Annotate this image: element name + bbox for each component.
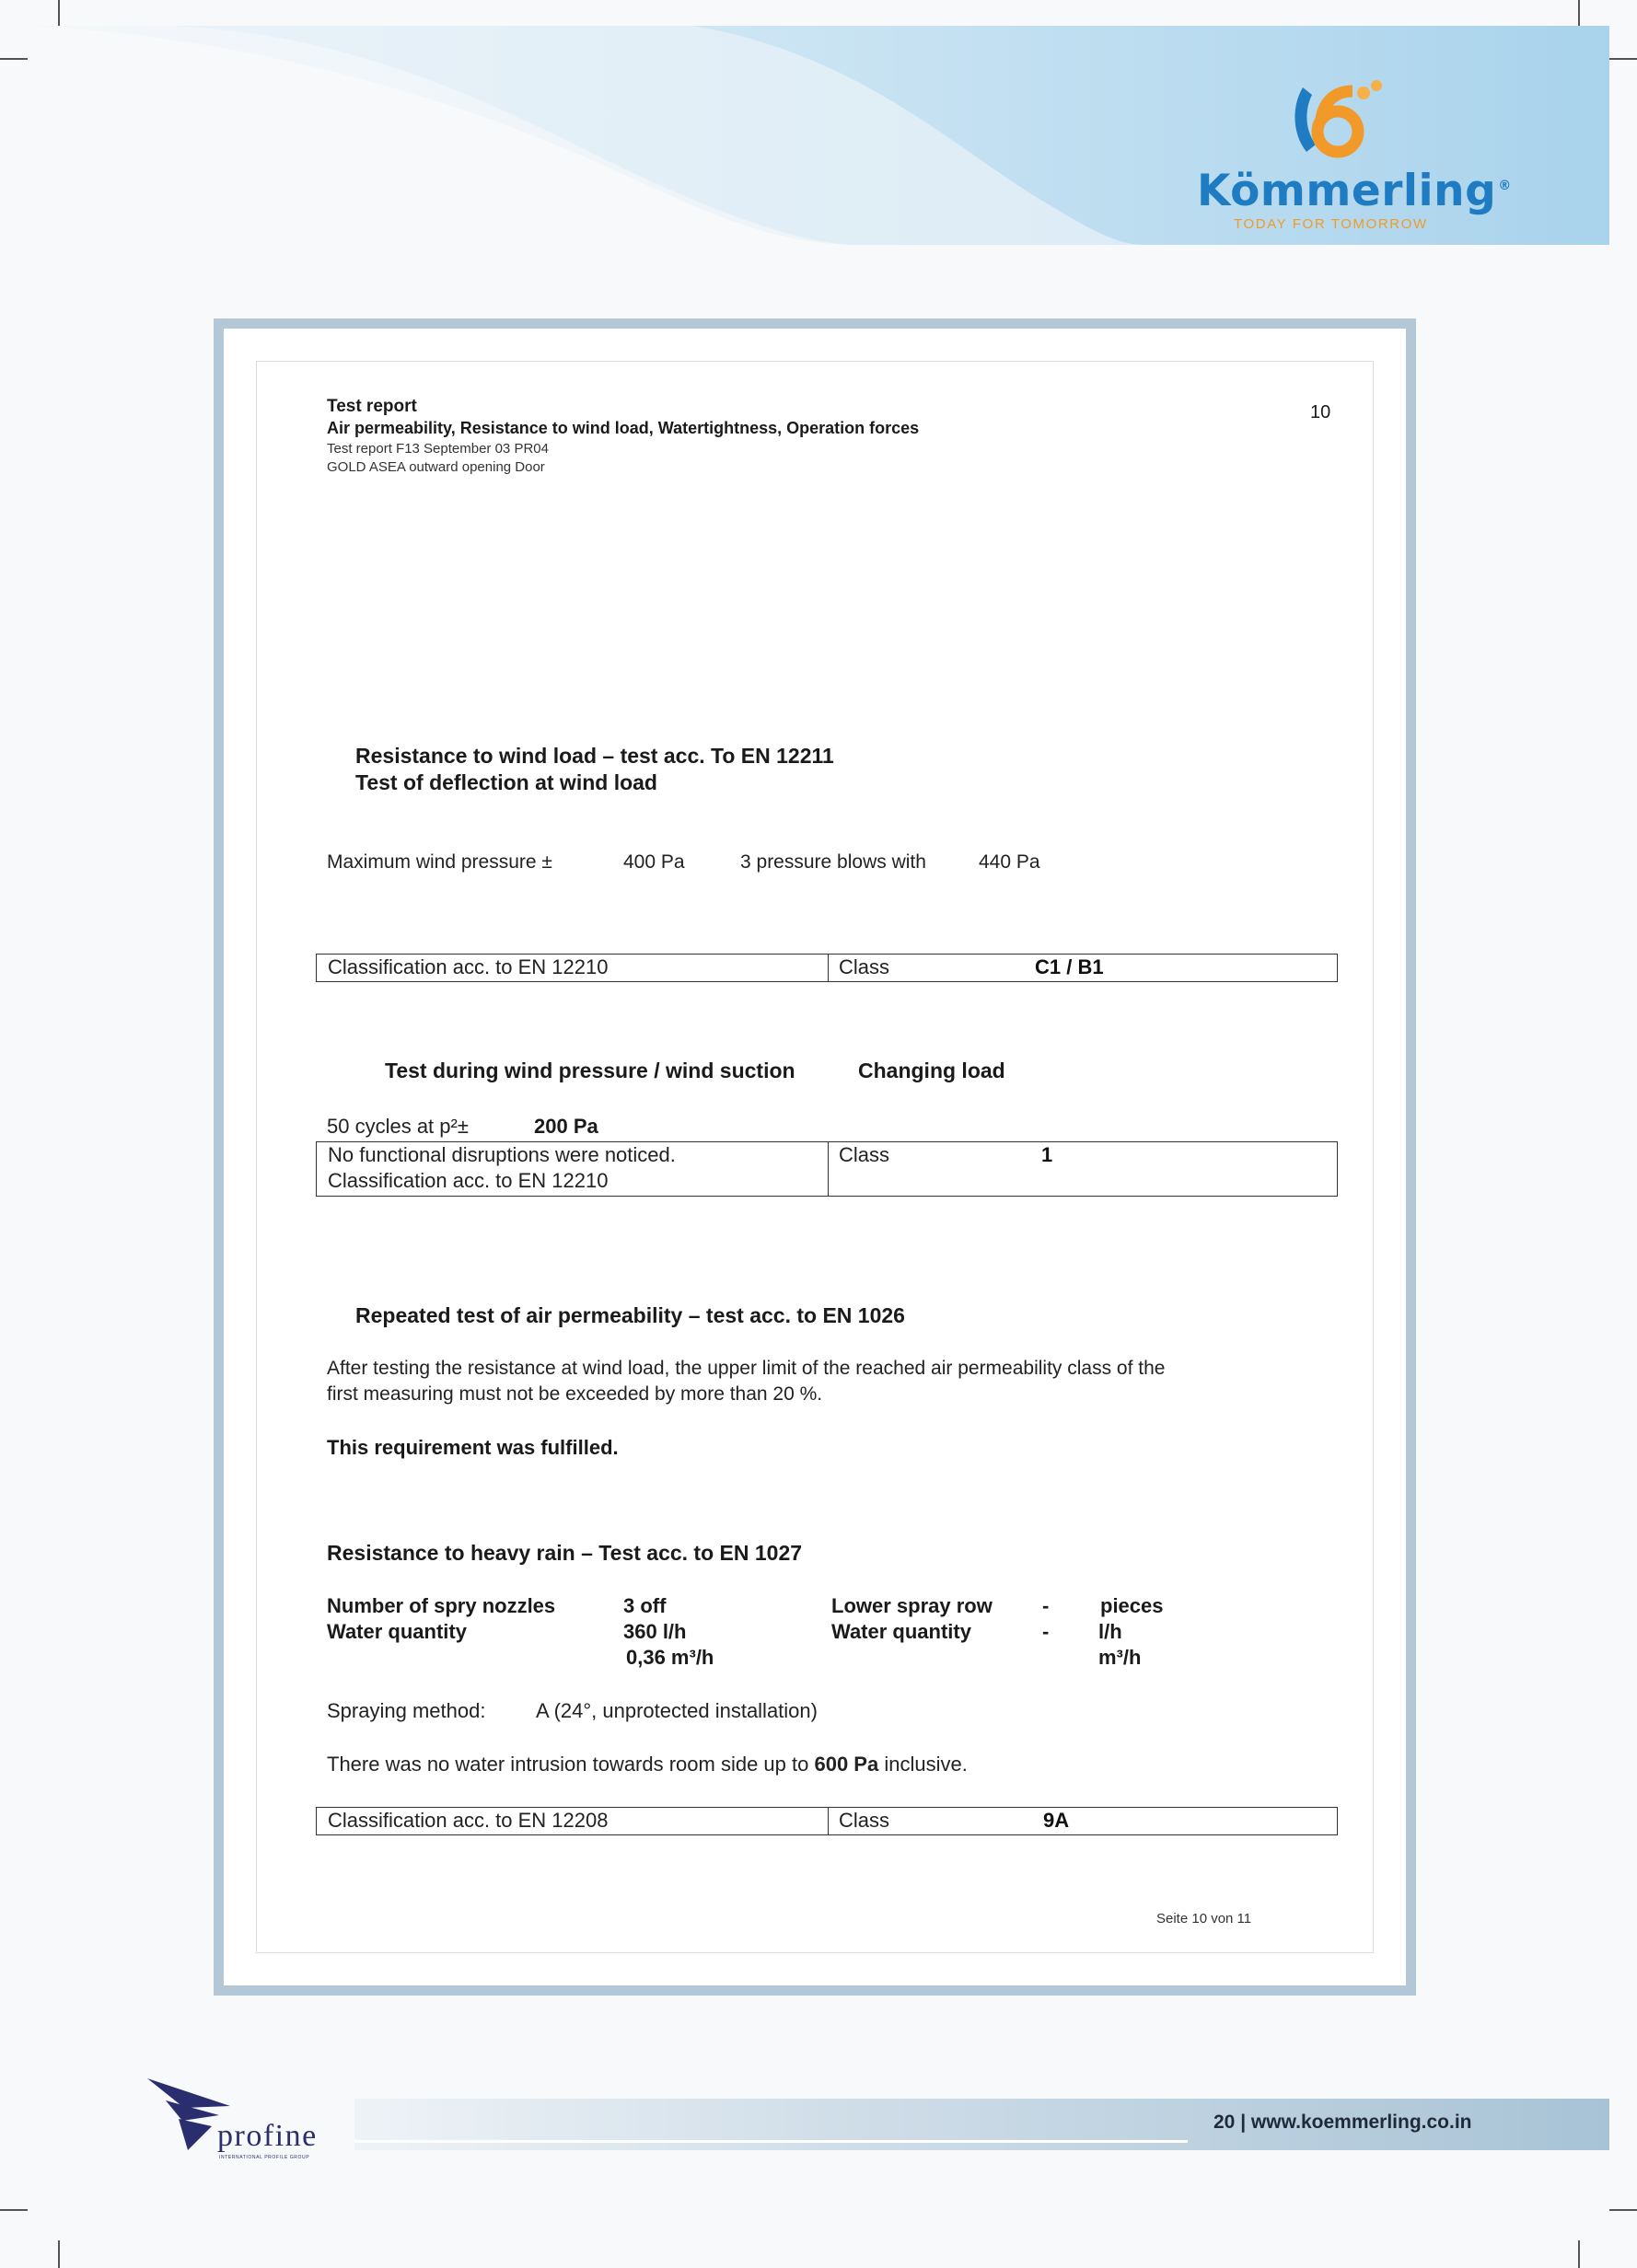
intrusion-pressure: 600 Pa bbox=[814, 1753, 879, 1776]
crop-mark bbox=[58, 2240, 60, 2268]
lower-spray-label: Lower spray row bbox=[831, 1594, 993, 1617]
page-footer-count: Seite 10 von 11 bbox=[1156, 1911, 1252, 1927]
wind-section-subtitle: Test of deflection at wind load bbox=[355, 770, 657, 794]
water-quantity-label: Water quantity bbox=[327, 1620, 467, 1643]
crop-mark bbox=[1578, 2240, 1580, 2268]
cell-divider bbox=[828, 955, 829, 981]
water-intrusion-text bbox=[327, 1753, 968, 1776]
lower-spray-unit: pieces bbox=[1100, 1594, 1164, 1617]
profine-tagline: INTERNATIONAL PROFILE GROUP bbox=[219, 2155, 310, 2160]
crop-mark bbox=[1609, 58, 1637, 60]
class-label: Class bbox=[839, 955, 890, 978]
cycles-result-text: No functional disruptions were noticed. bbox=[328, 1143, 676, 1166]
class-value: 1 bbox=[1041, 1143, 1053, 1166]
nozzles-label: Number of spry nozzles bbox=[327, 1594, 556, 1617]
water-quantity-unit: l/h bbox=[1098, 1620, 1122, 1643]
class-value: C1 / B1 bbox=[1035, 955, 1104, 978]
brand-tagline: TODAY FOR TOMORROW bbox=[1234, 216, 1428, 232]
pressure-blows-value: 440 Pa bbox=[979, 851, 1040, 873]
lower-spray-dash: - bbox=[1042, 1594, 1050, 1617]
intrusion-text-end: inclusive. bbox=[884, 1753, 968, 1776]
cell-divider bbox=[828, 1808, 829, 1834]
brand-name: Kömmerling ® bbox=[1197, 166, 1512, 216]
profine-name: profine bbox=[217, 2119, 318, 2153]
classification-label: Classification acc. to EN 12210 bbox=[328, 1169, 609, 1192]
cycles-section-title: Test during wind pressure / wind suction bbox=[385, 1059, 795, 1082]
profine-logo bbox=[147, 2078, 359, 2161]
document-frame bbox=[214, 318, 1416, 1996]
crop-mark bbox=[1578, 0, 1580, 28]
intrusion-text-start: There was no water intrusion towards room side up to bbox=[327, 1753, 809, 1776]
water-quantity-label-2: Water quantity bbox=[831, 1620, 971, 1643]
spraying-method-value: A (24°, unprotected installation) bbox=[536, 1699, 818, 1722]
rain-section-title: Resistance to heavy rain – Test acc. to EN 1027 bbox=[327, 1541, 803, 1565]
wind-classification-row bbox=[316, 954, 1338, 982]
cycles-value: 200 Pa bbox=[534, 1115, 598, 1138]
crop-mark bbox=[1609, 2209, 1637, 2211]
rain-classification-row bbox=[316, 1807, 1338, 1835]
cycles-classification-row bbox=[316, 1141, 1338, 1197]
air-result: This requirement was fulfilled. bbox=[327, 1436, 619, 1459]
max-wind-value: 400 Pa bbox=[623, 851, 685, 873]
wind-section-title: Resistance to wind load – test acc. To EN 12211 bbox=[355, 744, 834, 768]
kommerling-logo-mark bbox=[1284, 78, 1404, 170]
water-quantity-value-m3: 0,36 m³/h bbox=[626, 1646, 714, 1669]
classification-label: Classification acc. to EN 12210 bbox=[328, 955, 609, 978]
spraying-method-label: Spraying method: bbox=[327, 1699, 486, 1722]
report-product: GOLD ASEA outward opening Door bbox=[327, 459, 545, 475]
class-value: 9A bbox=[1043, 1809, 1070, 1832]
classification-label: Classification acc. to EN 12208 bbox=[328, 1809, 609, 1832]
crop-mark bbox=[0, 58, 28, 60]
water-quantity-dash: - bbox=[1042, 1620, 1050, 1643]
report-subtitle: Air permeability, Resistance to wind load, Watertightness, Operation forces bbox=[327, 419, 920, 437]
class-label: Class bbox=[839, 1143, 890, 1166]
footer-page-url: 20 | www.koemmerling.co.in bbox=[1213, 2112, 1472, 2133]
class-label: Class bbox=[839, 1809, 890, 1832]
crop-mark bbox=[0, 2209, 28, 2211]
footer-line bbox=[354, 2140, 1188, 2143]
max-wind-label: Maximum wind pressure ± bbox=[327, 851, 552, 873]
report-reference: Test report F13 September 03 PR04 bbox=[327, 441, 549, 457]
report-title: Test report bbox=[327, 397, 417, 416]
nozzles-value: 3 off bbox=[623, 1594, 667, 1617]
crop-mark bbox=[58, 0, 60, 28]
test-report-page bbox=[256, 361, 1374, 1953]
changing-load-title: Changing load bbox=[858, 1059, 1005, 1082]
air-text-line2: first measuring must not be exceeded by more than 20 %. bbox=[327, 1383, 823, 1405]
kommerling-logo bbox=[1197, 78, 1512, 239]
air-section-title: Repeated test of air permeability – test acc. to EN 1026 bbox=[355, 1303, 905, 1327]
air-text-line1: After testing the resistance at wind load, the upper limit of the reached air permeability class of the bbox=[327, 1358, 1166, 1379]
report-page-number: 10 bbox=[1310, 402, 1331, 422]
water-quantity-unit-m3: m³/h bbox=[1098, 1646, 1142, 1669]
cell-divider bbox=[828, 1142, 829, 1196]
water-quantity-value: 360 l/h bbox=[623, 1620, 687, 1643]
pressure-blows-label: 3 pressure blows with bbox=[740, 851, 926, 873]
cycles-label: 50 cycles at p²± bbox=[327, 1115, 469, 1138]
